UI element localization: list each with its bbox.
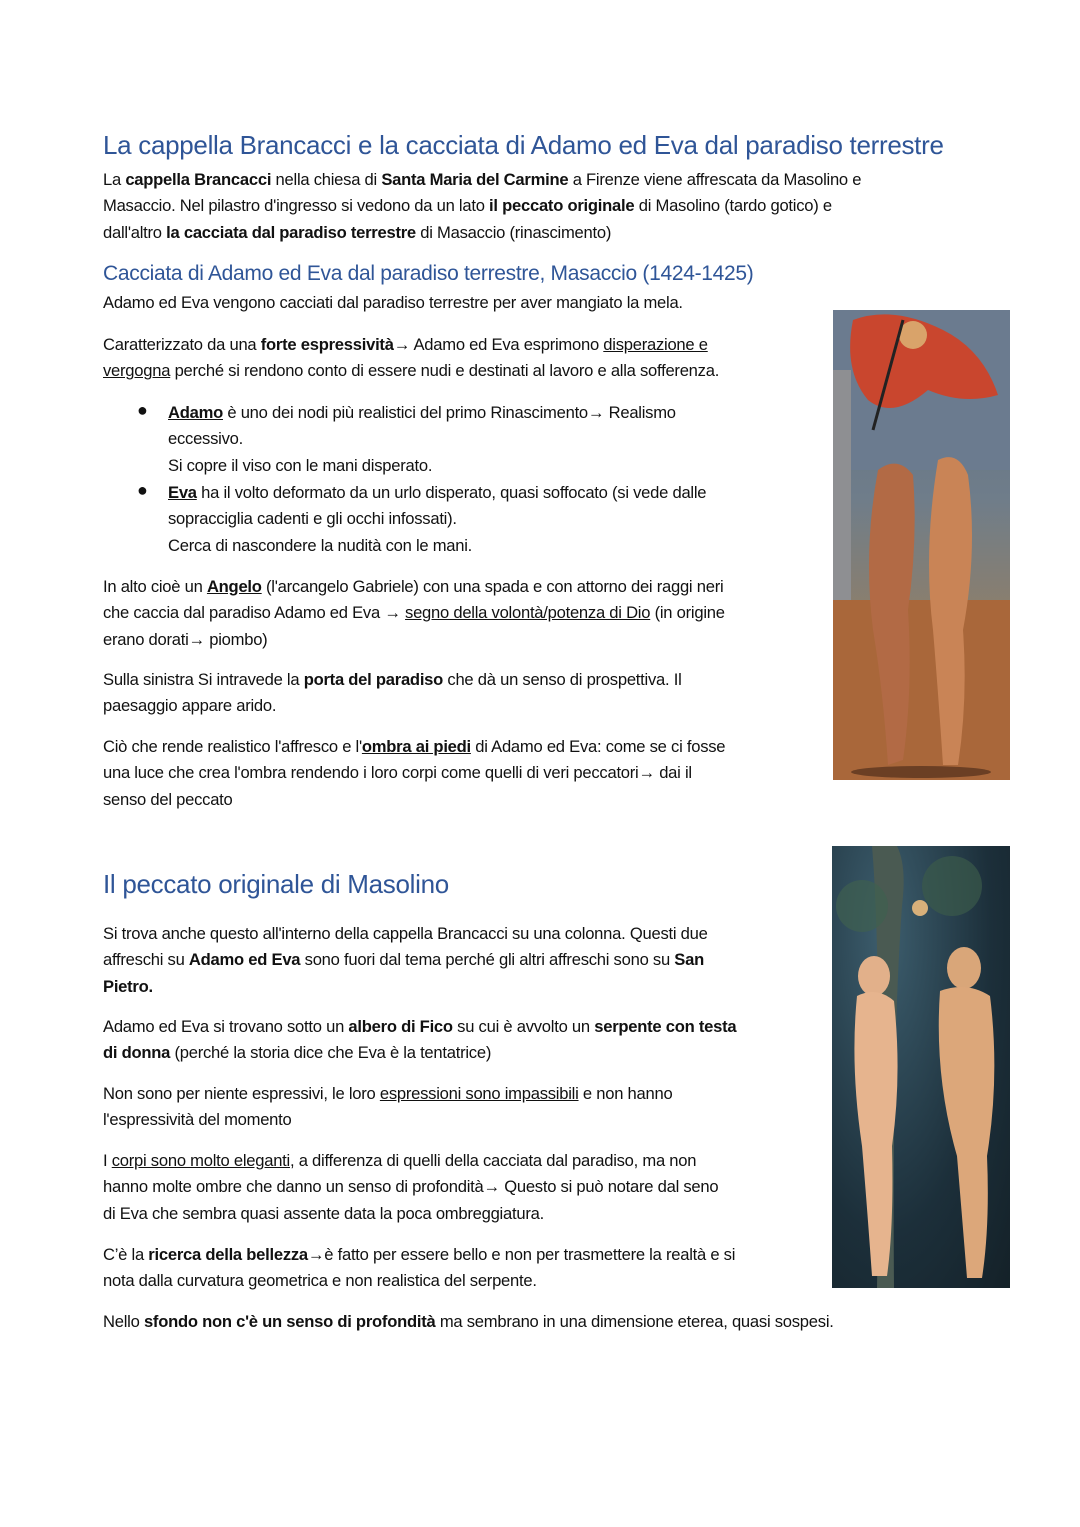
text-line: [168, 426, 676, 452]
text-run: , a differenza di quelli della cacciata dal paradiso, ma non: [289, 1151, 697, 1170]
text-line: [103, 1014, 736, 1040]
text-run: e non hanno: [578, 1084, 673, 1103]
paragraph: [103, 1081, 672, 1134]
underlined-text: segno della volontà/potenza di Dio: [405, 603, 651, 623]
heading-cappella-brancacci: La cappella Brancacci e la cacciata di Adamo ed Eva dal paradiso terrestre: [103, 130, 944, 160]
text-run: (in origine: [650, 603, 725, 623]
text-run: sopracciglia cadenti e gli occhi infossati).: [168, 509, 457, 529]
text-run: perché si rendono conto di essere nudi e destinati al lavoro e alla sofferenza.: [170, 361, 720, 381]
bold-text: Eva: [168, 483, 197, 502]
text-run: su cui è avvolto un: [452, 1017, 595, 1036]
text-run: nota dalla curvatura geometrica e non realistica del serpente.: [103, 1271, 537, 1291]
text-run: di Masolino (tardo gotico) e: [634, 196, 832, 216]
bold-text: albero di Fico: [348, 1017, 453, 1036]
text-run: è uno dei nodi più realistici del primo Rinascimento→ Realismo: [223, 403, 676, 422]
text-line: [103, 1148, 718, 1174]
text-line: [103, 332, 719, 358]
text-run: Adamo ed Eva vengono cacciati dal paradiso terrestre per aver mangiato la mela.: [103, 293, 683, 312]
bullet-dot: ●: [137, 400, 148, 420]
heading-peccato-originale: Il peccato originale di Masolino: [103, 869, 449, 899]
heading-cacciata: Cacciata di Adamo ed Eva dal paradiso terrestre, Masaccio (1424-1425): [103, 262, 754, 285]
text-line: [103, 1040, 736, 1066]
text-line: [168, 506, 706, 532]
text-run: che caccia dal paradiso Adamo ed Eva →: [103, 603, 406, 623]
text-run: ha il volto deformato da un urlo disperato, quasi soffocato (si vede dalle: [196, 483, 707, 502]
bold-text: la cacciata dal paradiso terrestre: [166, 222, 416, 242]
text-line: [103, 290, 683, 316]
text-run: Nello: [103, 1312, 144, 1331]
text-run: →è fatto per essere bello e non per trasmettere la realtà e si: [307, 1245, 736, 1264]
bold-text: San: [674, 950, 704, 970]
text-run: I: [103, 1151, 112, 1170]
text-line: [168, 480, 706, 506]
text-run: La: [103, 170, 126, 189]
paragraph: [103, 290, 683, 316]
underlined-text: corpi sono molto eleganti: [111, 1151, 290, 1170]
text-run: Si copre il viso con le mani disperato.: [168, 455, 433, 475]
paragraph: [103, 1309, 834, 1335]
bold-text: ombra ai piedi: [361, 737, 471, 756]
bold-text: Pietro.: [103, 976, 153, 996]
text-line: [103, 760, 725, 786]
text-line: [103, 627, 725, 653]
text-line: [103, 600, 725, 626]
bold-text: Santa Maria del Carmine: [381, 170, 569, 189]
text-line: [103, 358, 719, 384]
text-line: [103, 220, 861, 246]
text-line: [103, 1107, 672, 1133]
text-run: a Firenze viene affrescata da Masolino e: [568, 170, 862, 189]
text-line: [168, 533, 706, 559]
text-run: di Adamo ed Eva: come se ci fosse: [470, 737, 726, 756]
text-run: (l'arcangelo Gabriele) con una spada e con attorno dei raggi neri: [261, 577, 724, 596]
text-line: [103, 693, 682, 719]
text-run: (perché la storia dice che Eva è la tentatrice): [170, 1043, 492, 1063]
text-run: Cerca di nascondere la nudità con le mani.: [168, 535, 473, 555]
bold-text: Angelo: [206, 577, 262, 596]
text-line: [103, 574, 725, 600]
text-run: Sulla sinistra Si intravede la: [103, 670, 304, 689]
text-line: [103, 193, 861, 219]
bold-text: sfondo non c'è un senso di profondità: [143, 1312, 436, 1331]
text-run: paesaggio appare arido.: [103, 696, 277, 716]
text-run: una luce che crea l'ombra rendendo i loro corpi come quelli di veri peccatori→ dai il: [103, 763, 692, 783]
text-line: [103, 947, 708, 973]
underlined-text: disperazione e: [603, 335, 708, 354]
bold-text: Adamo ed Eva: [188, 950, 301, 970]
text-run: Non sono per niente espressivi, le loro: [103, 1084, 380, 1103]
bold-text: serpente con testa: [594, 1017, 737, 1036]
text-run: senso del peccato: [103, 789, 233, 809]
text-line: [168, 453, 676, 479]
text-run: Si trova anche questo all'interno della cappella Brancacci su una colonna. Questi due: [103, 924, 708, 943]
text-line: [103, 1309, 834, 1335]
text-line: [103, 1201, 718, 1227]
bold-text: ricerca della bellezza: [148, 1245, 308, 1264]
text-run: erano dorati→ piombo): [103, 629, 268, 649]
text-run: dall'altro: [103, 222, 167, 242]
text-run: Adamo ed Eva si trovano sotto un: [103, 1017, 349, 1036]
underlined-text: espressioni sono impassibili: [379, 1084, 579, 1103]
text-run: Ciò che rende realistico l'affresco e l': [103, 737, 362, 756]
paragraph: [103, 1014, 736, 1067]
text-run: l'espressività del momento: [103, 1110, 292, 1130]
text-run: sono fuori dal tema perché gli altri affreschi sono su: [300, 950, 675, 970]
bold-text: cappella Brancacci: [125, 170, 272, 189]
paragraph: [103, 1148, 718, 1227]
cacciata-painting-image: [833, 310, 1010, 780]
text-line: [103, 1268, 735, 1294]
text-line: [103, 167, 861, 193]
text-line: [103, 667, 682, 693]
paragraph: [103, 921, 708, 1000]
text-run: eccessivo.: [168, 429, 243, 449]
text-line: [103, 1242, 735, 1268]
text-run: ma sembrano in una dimensione eterea, quasi sospesi.: [435, 1312, 834, 1331]
text-run: di Masaccio (rinascimento): [415, 222, 612, 242]
text-run: di Eva che sembra quasi assente data la poca ombreggiatura.: [103, 1203, 544, 1223]
bold-text: di donna: [103, 1043, 171, 1063]
text-run: → Adamo ed Eva esprimono: [393, 335, 604, 354]
text-line: [103, 787, 725, 813]
text-run: Masaccio. Nel pilastro d'ingresso si vedono da un lato: [103, 196, 490, 216]
bold-text: porta del paradiso: [303, 670, 444, 689]
paragraph: [103, 667, 682, 720]
text-line: [168, 400, 676, 426]
text-run: hanno molte ombre che danno un senso di profondità→ Questo si può notare dal seno: [103, 1177, 719, 1197]
text-line: [103, 974, 708, 1000]
text-line: [103, 1174, 718, 1200]
text-line: [103, 921, 708, 947]
paragraph: [103, 332, 719, 385]
text-line: [103, 1081, 672, 1107]
bullet-dot: ●: [137, 480, 148, 500]
bold-text: forte espressività: [260, 335, 394, 354]
text-run: che dà un senso di prospettiva. Il: [443, 670, 682, 689]
bullet-item-eva: [103, 480, 706, 559]
text-line: [103, 734, 725, 760]
bullet-item-adamo: [103, 400, 676, 479]
paragraph: [103, 574, 725, 653]
text-run: C’è la: [103, 1245, 149, 1264]
text-run: affreschi su: [103, 950, 189, 970]
bold-text: il peccato originale: [489, 196, 635, 216]
peccato-originale-painting-image: [832, 846, 1010, 1288]
text-run: nella chiesa di: [271, 170, 382, 189]
bold-text: Adamo: [168, 403, 223, 422]
paragraph: [103, 1242, 735, 1295]
paragraph: [103, 734, 725, 813]
text-run: Caratterizzato da una: [103, 335, 261, 354]
intro-paragraph: [103, 167, 861, 246]
text-run: In alto cioè un: [103, 577, 207, 596]
underlined-text: vergogna: [103, 361, 171, 381]
